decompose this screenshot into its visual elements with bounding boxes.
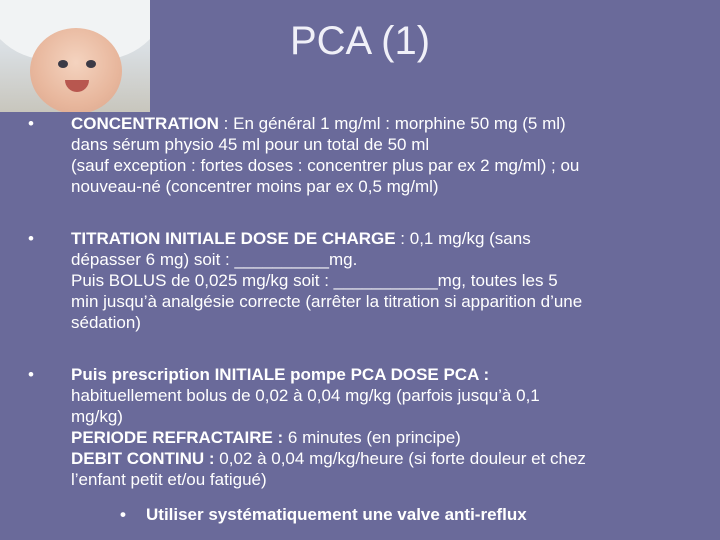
- text-line: sédation): [71, 313, 141, 332]
- text-line: Puis BOLUS de 0,025 mg/kg soit : ___________mg, toutes les 5: [71, 271, 558, 290]
- bullet-glyph: •: [120, 505, 126, 524]
- sub-bullet-valve: [28, 504, 527, 525]
- text-line: (sauf exception : fortes doses : concentrer plus par ex 2 mg/ml) ; ou: [71, 156, 580, 175]
- text-line: mg/kg): [71, 407, 123, 426]
- bullet-glyph: •: [28, 229, 34, 248]
- text-line: dans sérum physio 45 ml pour un total de 50 ml: [71, 135, 430, 154]
- text-line: CONCENTRATION : En général 1 mg/ml : morphine 50 mg (5 ml): [71, 114, 566, 133]
- bullet-list: [28, 110, 698, 490]
- text-line: dépasser 6 mg) soit : __________mg.: [71, 250, 358, 269]
- sub-bullet-text: Utiliser systématiquement une valve anti-reflux: [146, 505, 527, 524]
- text-line: TITRATION INITIALE DOSE DE CHARGE : 0,1 mg/kg (sans: [71, 229, 531, 248]
- text-line: l’enfant petit et/ou fatigué): [71, 470, 267, 489]
- text-line: nouveau-né (concentrer moins par ex 0,5 mg/ml): [71, 177, 439, 196]
- bullet-glyph: •: [28, 365, 34, 384]
- bullet-item-titration: [28, 228, 698, 333]
- bullet-item-concentration: [28, 113, 698, 197]
- bullet-item-prescription: [28, 364, 698, 490]
- text-line: PERIODE REFRACTAIRE : 6 minutes (en principe): [71, 428, 461, 447]
- baby-photo: [0, 0, 150, 112]
- text-line: habituellement bolus de 0,02 à 0,04 mg/kg (parfois jusqu’à 0,1: [71, 386, 540, 405]
- slide-title: PCA (1): [289, 19, 431, 63]
- text-line: Puis prescription INITIALE pompe PCA DOSE PCA :: [71, 365, 490, 384]
- bullet-glyph: •: [28, 114, 34, 133]
- text-line: DEBIT CONTINU : 0,02 à 0,04 mg/kg/heure (si forte douleur et chez: [71, 449, 586, 468]
- text-line: min jusqu’à analgésie correcte (arrêter la titration si apparition d’une: [71, 292, 583, 311]
